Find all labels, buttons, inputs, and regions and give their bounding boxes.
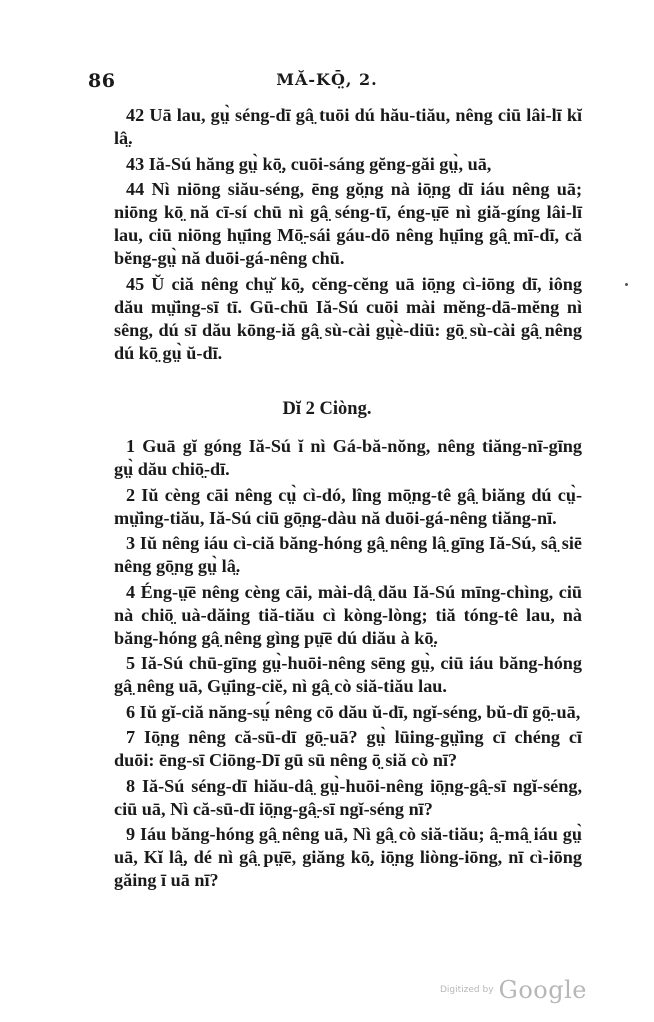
watermark-prefix: Digitized by — [440, 985, 494, 995]
chapter-heading: Dĭ 2 Ciòng. — [282, 399, 372, 419]
verse-2-9: 9 Iáu băng-hóng gâ̤ nêng uā, Nì gâ̤ cò siă-tiău; â̤-mâ̤ iáu gṳ̀ uā, Kĭ lâ̤, dé nì gâ̤ pṳ̄ē, giăng kō̤, iō̤ng liòng-iōng, nī cì-iōng găing ī uā nī? — [114, 824, 582, 890]
verse-1-42: 42 Uā lau, gṳ̀ séng-dī gâ̤ tuōi dú hău-tiău, nêng ciū lâi-lī kĭ lâ̤. — [114, 105, 582, 148]
verse-1-45: 45 Ŭ ciă nêng chṳ̆ kō̤, cĕng-cĕng uā iō̤ng cì-iōng dī, iông dău mṳ̆ing-sī tī. Gū-chū Iă-Sú cuōi mài mĕng-dā-mĕng nì sêng, dú sī dău kōng-iă gâ̤ sù-cài gṳ̀è-diū: gō̤ sù-cài gâ̤ nêng dú kō̤ gṳ̀ ŭ-dī. — [114, 273, 582, 363]
ink-speck — [625, 283, 628, 286]
digitized-watermark — [440, 976, 587, 1004]
verse-2-2: 2 Iŭ cèng cāi nêng cṳ̀ cì-dó, lîng mō̤ng-tê gâ̤ biăng dú cṳ̀-mṳ̆ing-tiău, Iă-Sú ciū gō̤ng-dàu nă duōi-gá-nêng tiăng-nī. — [114, 484, 582, 528]
verse-2-4: 4 Éng-ṳ̄ē nêng cèng cāi, mài-dâ̤ dău Iă-Sú mīng-chìng, ciū nà chiō̤ uà-dăing tiă-tiău cì kòng-lòng; tiă tóng-tê lau, nà băng-hóng gâ̤ nêng gìng pṳ̄ē dú diău à kō̤. — [114, 581, 582, 648]
chapter-1-ending-verses — [114, 104, 582, 367]
watermark-logo: Google — [498, 976, 587, 1004]
verse-1-43: 43 Iă-Sú hăng gṳ̀ kō̤, cuōi-sáng gĕng-găi gṳ̀, uā, — [126, 153, 492, 174]
running-head: MĂ-KŌ̤, 2. — [276, 70, 378, 89]
verse-2-3: 3 Iŭ nêng iáu cì-ciă băng-hóng gâ̤ nêng lâ̤ gīng Iă-Sú, sâ̤ siē nêng gō̤ng gṳ̀ lâ̤. — [114, 533, 582, 576]
verse-2-6: 6 Iŭ gĭ-ciă năng-sṳ́ nêng cō dău ŭ-dī, ngĭ-séng, bŭ-dī gō̤-uā, — [126, 701, 581, 722]
verse-2-7: 7 Iō̤ng nêng că-sū-dī gō̤-uā? gṳ̀ lūing-gṳ̆ing cī chéng cī duōi: ēng-sī Ciōng-Dī gū sū nêng ō̤ siă cò nī? — [114, 727, 582, 770]
page-number: 86 — [88, 70, 116, 92]
chapter-2-verses — [114, 435, 582, 895]
verse-2-5: 5 Iă-Sú chū-gīng gṳ̀-huōi-nêng sēng gṳ̀, ciū iáu băng-hóng gâ̤ nêng uā, Gṳ̄ing-ciĕ, nì gâ̤ cò siă-tiău lau. — [114, 653, 582, 696]
verse-1-44: 44 Nì niōng siău-séng, ēng gŏ̤ng nà iō̤ng dī iáu nêng uā; niōng kō̤ nă cī-sí chū nì gâ̤ séng-tī, éng-ṳ̄ē nì giă-gíng lâi-lī lau, ciū niōng hṳ̄ing Mō̤-sái gáu-dō nêng hṳ̄ing gâ̤ mī-dī, că bĕng-gṳ̀ nă duōi-gá-nêng chū. — [114, 179, 582, 268]
verse-2-8: 8 Iă-Sú séng-dī hiău-dâ̤ gṳ̀-huōi-nêng iō̤ng-gâ̤-sī ngĭ-séng, ciū uā, Nì că-sū-dī iō̤ng-gâ̤-sī ngĭ-séng nī? — [114, 775, 582, 819]
verse-2-1: 1 Guā gĭ góng Iă-Sú ĭ nì Gá-bă-nŏng, nêng tiăng-nī-gīng gṳ̀ dău chiō̤-dī. — [114, 436, 582, 479]
